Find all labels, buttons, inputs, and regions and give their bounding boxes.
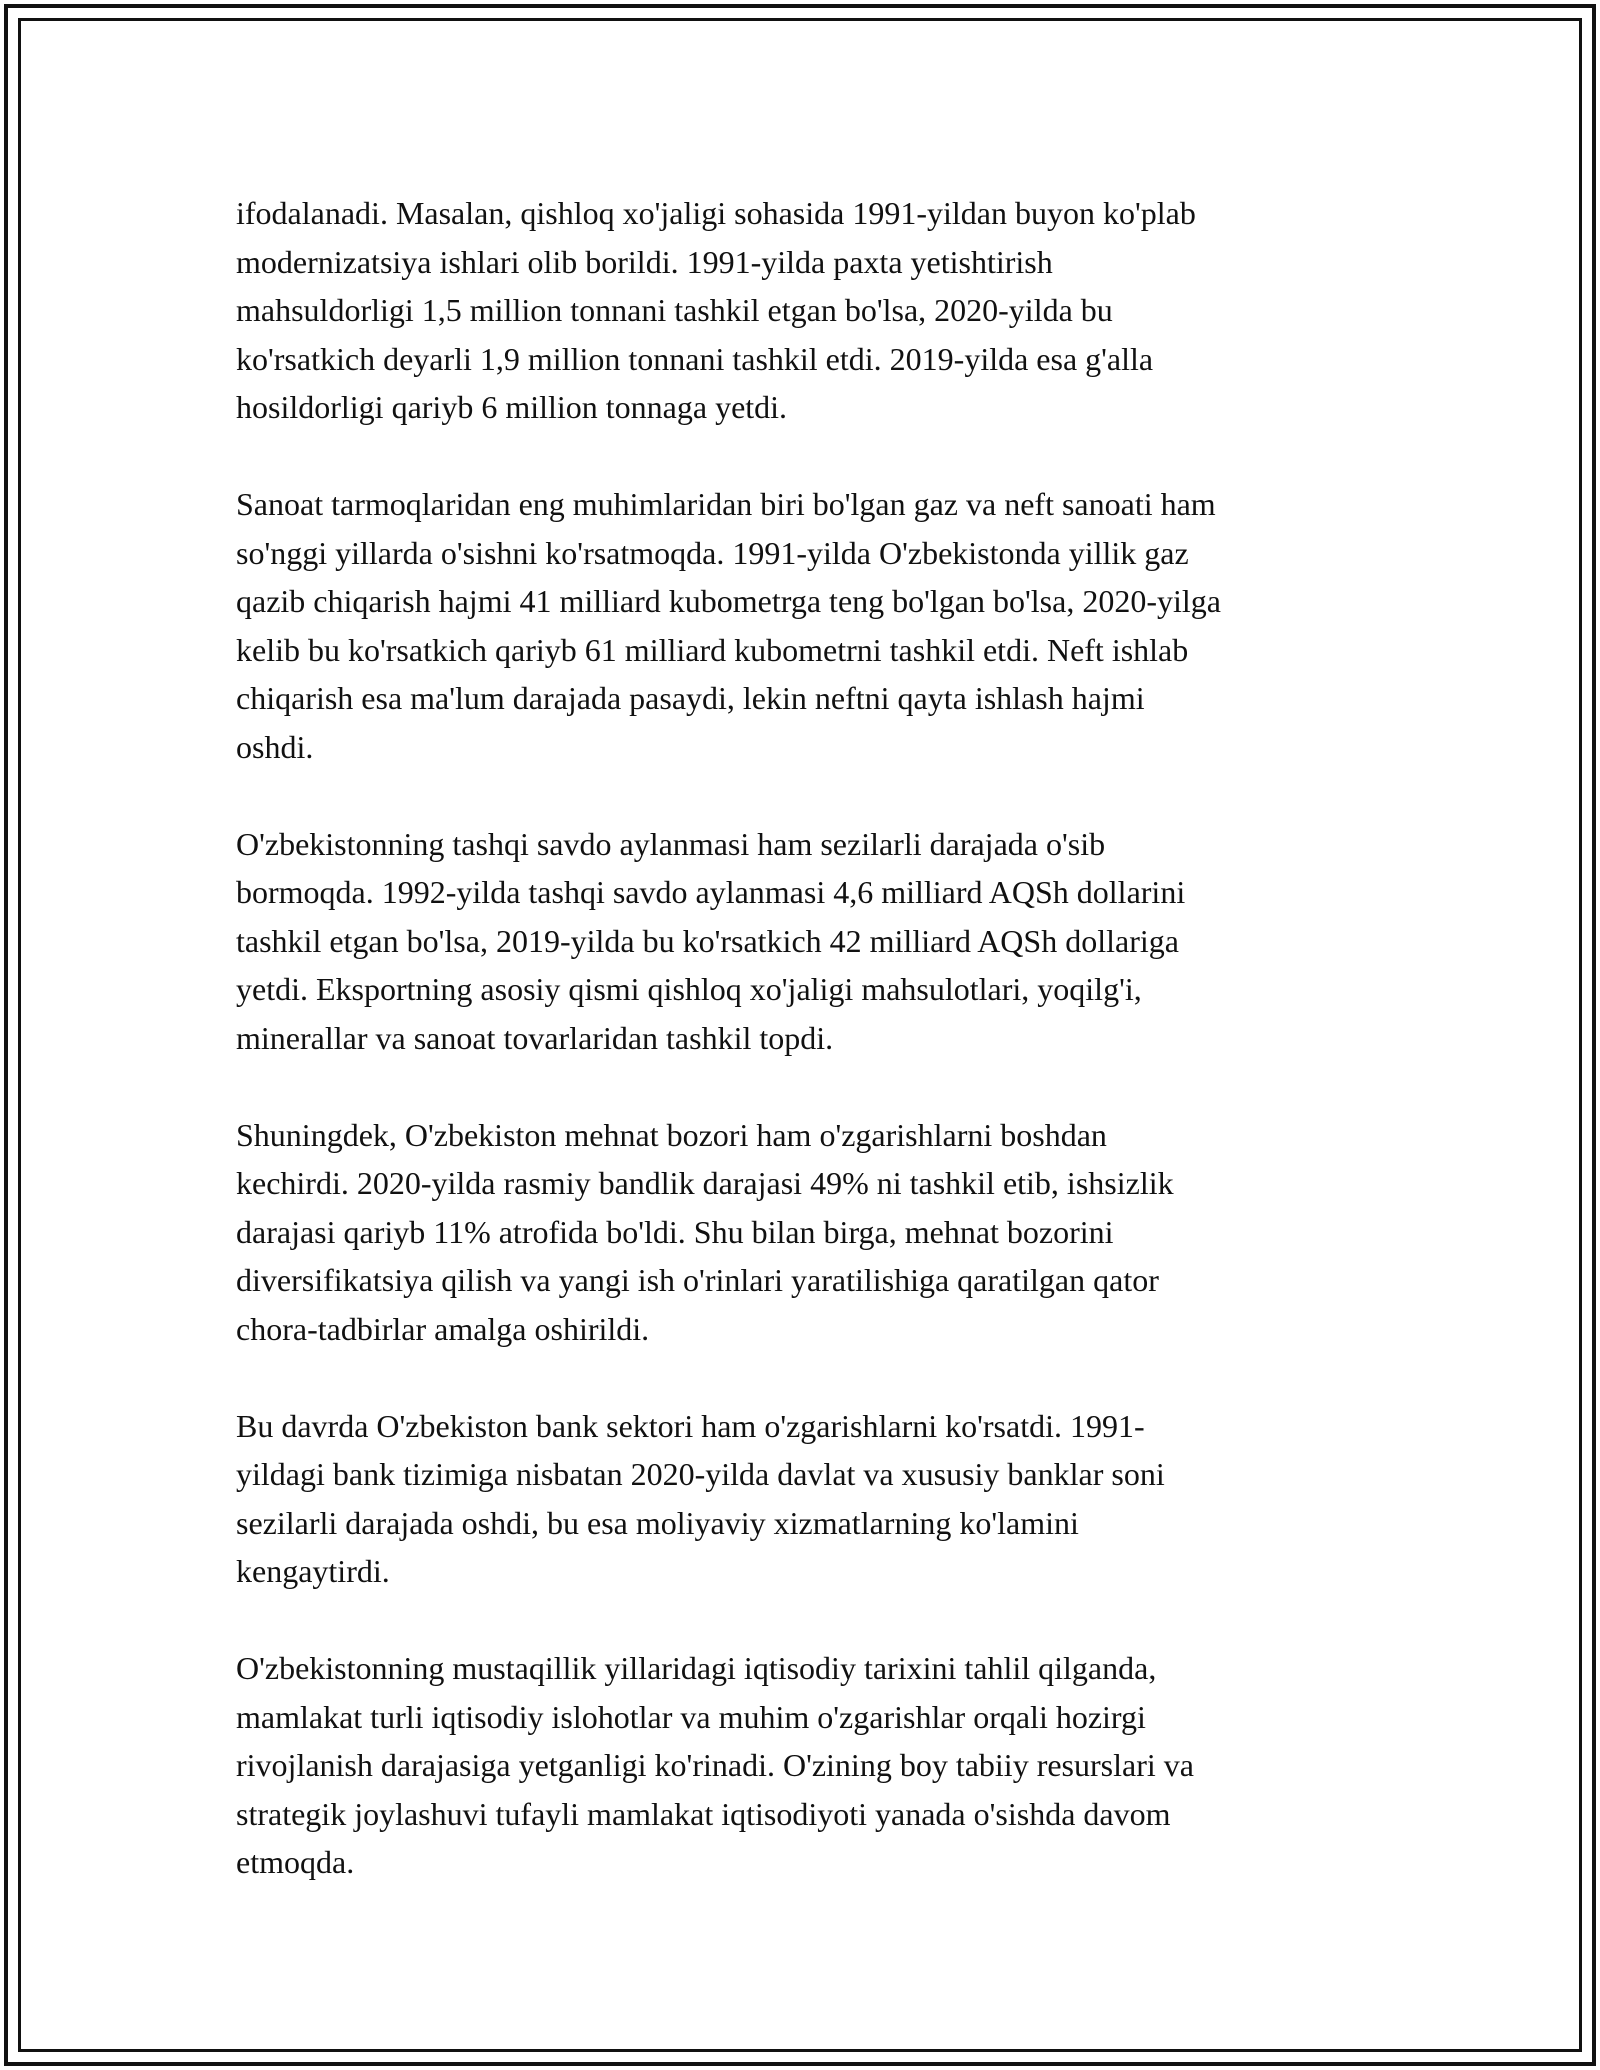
paragraph-agriculture: ifodalanadi. Masalan, qishloq xo'jaligi sohasida 1991-yildan buyon ko'plab modernizatsiya ishlari olib borildi. 1991-yilda paxta yetishtirish mahsuldorligi 1,5 million tonnani tashkil etgan bo'lsa, 2020-yilda bu ko'rsatkich deyarli 1,9 million tonnani tashkil etdi. 2019-yilda esa g'alla hosildorligi qariyb 6 million tonnaga yetdi. (236, 195, 1196, 425)
paragraph-gas-oil-industry: Sanoat tarmoqlaridan eng muhimlaridan biri bo'lgan gaz va neft sanoati ham so'nggi yillarda o'sishni ko'rsatmoqda. 1991-yilda O'zbekistonda yillik gaz qazib chiqarish hajmi 41 milliard kubometrga teng bo'lgan bo'lsa, 2020-yilga kelib bu ko'rsatkich qariyb 61 milliard kubometrni tashkil etdi. Neft ishlab chiqarish esa ma'lum darajada pasaydi, lekin neftni qayta ishlash hajmi oshdi. (236, 486, 1221, 765)
paragraph-foreign-trade: O'zbekistonning tashqi savdo aylanmasi ham sezilarli darajada o'sib bormoqda. 1992-yilda tashqi savdo aylanmasi 4,6 milliard AQSh dollarini tashkil etgan bo'lsa, 2019-yilda bu ko'rsatkich 42 milliard AQSh dollariga yetdi. Eksportning asosiy qismi qishloq xo'jaligi mahsulotlari, yoqilg'i, minerallar va sanoat tovarlaridan tashkil topdi. (236, 825, 1186, 1056)
paragraph-labor-market: Shuningdek, O'zbekiston mehnat bozori ham o'zgarishlarni boshdan kechirdi. 2020-yilda rasmiy bandlik darajasi 49% ni tashkil etib, ishsizlik darajasi qariyb 11% atrofida bo'ldi. Shu bilan birga, mehnat bozorini diversifikatsiya qilish va yangi ish o'rinlari yaratilishiga qaratilgan qator chora-tadbirlar amalga oshirildi. (236, 1116, 1174, 1347)
paragraph-banking-sector: Bu davrda O'zbekiston bank sektori ham o'zgarishlarni ko'rsatdi. 1991- yildagi bank tizimiga nisbatan 2020-yilda davlat va xususiy banklar soni sezilarli darajada oshdi, bu esa moliyaviy xizmatlarning ko'lamini kengaytirdi. (236, 1407, 1165, 1589)
paragraph-conclusion: O'zbekistonning mustaqillik yillaridagi iqtisodiy tarixini tahlil qilganda, mamlakat turli iqtisodiy islohotlar va muhim o'zgarishlar orqali hozirgi rivojlanish darajasiga yetganligi ko'rinadi. O'zining boy tabiiy resurslari va strategik joylashuvi tufayli mamlakat iqtisodiyoti yanada o'sishda davom etmoqda. (236, 1650, 1194, 1880)
document-body (236, 189, 1386, 1887)
